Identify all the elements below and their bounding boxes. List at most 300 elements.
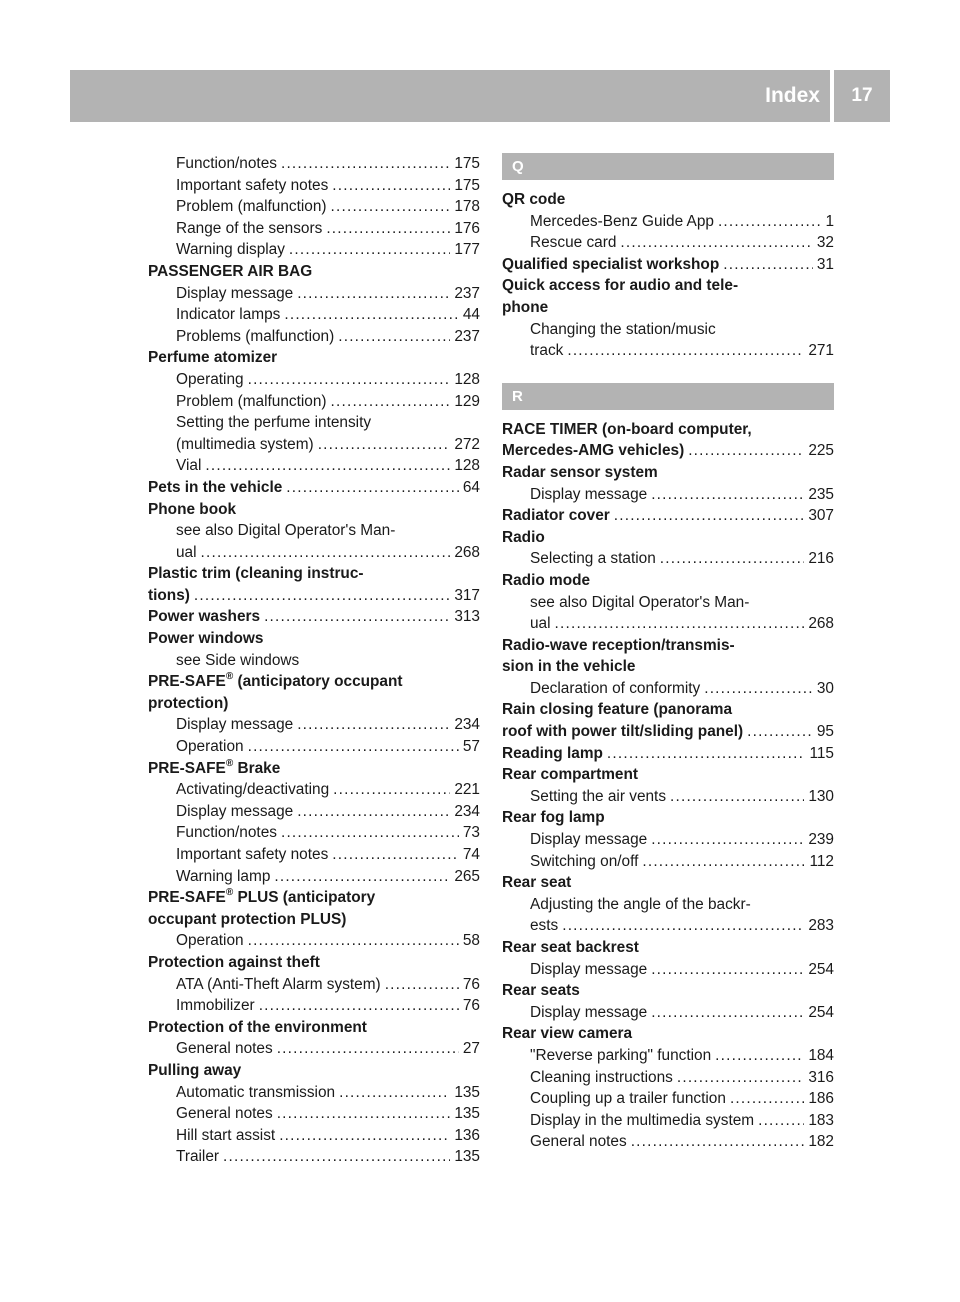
page-reference: 95 <box>816 723 834 741</box>
entry-label: Warning display <box>176 241 285 259</box>
entry-text <box>148 1017 367 1039</box>
page-reference: 313 <box>454 608 480 626</box>
entry-label: General notes <box>176 1040 273 1058</box>
index-subentry <box>502 1131 834 1153</box>
entry-text <box>176 542 197 564</box>
entry-label: Radar sensor system <box>502 463 658 481</box>
entry-label: Cleaning instructions <box>530 1068 673 1086</box>
entry-label: Power washers <box>148 608 261 626</box>
entry-text <box>148 952 320 974</box>
index-subentry <box>148 304 480 326</box>
dot-leader <box>730 1088 804 1110</box>
page-reference: 32 <box>816 234 834 252</box>
index-entry <box>502 807 834 829</box>
entry-label: (multimedia system) <box>176 435 314 453</box>
entry-text <box>176 714 293 736</box>
page-reference: 175 <box>454 155 480 172</box>
entry-label: Important safety notes <box>176 846 329 863</box>
page-reference: 186 <box>808 1090 834 1108</box>
entry-text <box>176 175 328 197</box>
dot-leader <box>248 736 459 758</box>
dot-leader <box>205 455 450 477</box>
entry-text <box>176 801 293 823</box>
entry-text <box>530 1002 647 1024</box>
page-reference: 176 <box>454 219 480 237</box>
dot-leader <box>688 440 804 462</box>
index-subentry <box>502 915 834 937</box>
dot-leader <box>223 1146 450 1168</box>
entry-label: Rear compartment <box>502 766 638 784</box>
index-subentry <box>148 1146 480 1168</box>
index-entry <box>502 254 834 276</box>
header-section-label: Index <box>700 70 830 122</box>
index-subentry <box>502 319 834 341</box>
entry-text <box>530 592 749 614</box>
entry-label: see Side windows <box>176 651 300 669</box>
entry-label: Automatic transmission <box>176 1083 336 1101</box>
index-column-left <box>148 153 480 1168</box>
dot-leader <box>651 959 804 981</box>
entry-label: Range of the sensors <box>176 219 323 237</box>
entry-label: see also Digital Operator's Man- <box>530 593 750 611</box>
index-subentry <box>502 1002 834 1024</box>
index-subentry <box>148 175 480 197</box>
entry-text <box>502 699 732 721</box>
entry-label: Display in the multimedia system <box>530 1111 755 1129</box>
index-subentry <box>148 153 480 175</box>
page-reference: 128 <box>454 370 480 388</box>
dot-leader <box>297 283 450 305</box>
entry-text <box>176 196 327 218</box>
index-subentry <box>148 650 480 672</box>
page-reference: 129 <box>454 392 480 410</box>
entry-text <box>148 477 282 499</box>
dot-leader <box>297 801 450 823</box>
section-spacer <box>502 362 834 383</box>
dot-leader <box>385 974 459 996</box>
entry-label: Changing the station/music <box>530 320 716 338</box>
index-subentry <box>502 211 834 233</box>
index-subentry <box>502 1067 834 1089</box>
index-subentry <box>148 369 480 391</box>
entry-text <box>176 844 328 866</box>
index-entry <box>148 671 480 693</box>
dot-leader <box>286 477 459 499</box>
index-entry <box>502 275 834 297</box>
dot-leader <box>670 786 804 808</box>
page-reference: 58 <box>462 932 480 950</box>
page-reference: 272 <box>454 435 480 453</box>
entry-text <box>176 822 277 844</box>
index-subentry <box>502 786 834 808</box>
entry-label: "Reverse parking" function <box>530 1046 712 1064</box>
entry-label: Power windows <box>148 630 264 648</box>
page-reference: 31 <box>816 255 834 273</box>
entry-label: Reading lamp <box>502 744 603 762</box>
entry-label: Coupling up a trailer function <box>530 1090 726 1108</box>
entry-label: Plastic trim (cleaning instruc- <box>148 565 364 583</box>
index-subentry <box>148 391 480 413</box>
page-reference: 221 <box>454 781 480 799</box>
entry-text <box>148 671 403 693</box>
entry-label: ests <box>530 917 559 935</box>
entry-label: Radio mode <box>502 571 591 589</box>
index-subentry <box>502 678 834 700</box>
entry-label: Perfume atomizer <box>148 349 278 367</box>
entry-text <box>502 570 590 592</box>
page-reference: 136 <box>454 1126 480 1144</box>
entry-label: Rear seats <box>502 982 580 1000</box>
entry-text <box>148 585 190 607</box>
entry-label: phone <box>502 298 549 316</box>
page-reference: 268 <box>454 543 480 561</box>
entry-text <box>176 1125 275 1147</box>
entry-text <box>502 419 752 441</box>
entry-text <box>176 1082 335 1104</box>
registered-mark: ® <box>225 671 234 683</box>
dot-leader <box>333 779 450 801</box>
dot-leader <box>289 239 450 261</box>
index-subentry <box>502 1045 834 1067</box>
entry-label: Rear seat backrest <box>502 939 639 956</box>
entry-text <box>530 340 563 362</box>
page-reference: 254 <box>808 1003 834 1021</box>
dot-leader <box>642 851 805 873</box>
entry-text <box>530 1067 673 1089</box>
entry-text <box>530 894 751 916</box>
page-reference: 235 <box>808 485 834 503</box>
index-entry <box>148 563 480 585</box>
dot-leader <box>620 232 812 254</box>
entry-text <box>148 909 346 931</box>
entry-label-rest: PLUS (anticipatory <box>233 889 376 907</box>
index-subentry <box>148 1103 480 1125</box>
page-reference: 44 <box>462 306 480 324</box>
page-reference: 135 <box>454 1105 480 1123</box>
entry-label: Display message <box>530 485 648 503</box>
index-subentry <box>148 520 480 542</box>
page-reference: 307 <box>808 507 834 525</box>
registered-mark: ® <box>225 757 234 769</box>
entry-text <box>148 499 236 521</box>
entry-label: Warning lamp <box>176 867 271 885</box>
header-bar-fill <box>70 70 700 122</box>
entry-label: tions) <box>148 586 190 604</box>
entry-text <box>502 297 548 319</box>
dot-leader <box>194 585 450 607</box>
entry-text <box>176 283 293 305</box>
entry-label: Adjusting the angle of the backr- <box>530 895 751 913</box>
entry-label: occupant protection PLUS) <box>148 910 347 928</box>
dot-leader <box>331 391 451 413</box>
entry-label: Radio-wave reception/transmis- <box>502 636 735 654</box>
entry-label: QR code <box>502 191 566 208</box>
entry-label: General notes <box>530 1133 627 1151</box>
index-entry <box>148 261 480 283</box>
entry-label: Function/notes <box>176 824 277 842</box>
page-reference: 225 <box>808 442 834 460</box>
dot-leader <box>248 369 451 391</box>
index-column-right <box>502 153 834 1153</box>
entry-label: General notes <box>176 1105 273 1123</box>
dot-leader <box>281 153 450 175</box>
dot-leader <box>277 1103 451 1125</box>
index-subentry <box>148 196 480 218</box>
page-reference: 268 <box>808 615 834 633</box>
index-subentry <box>502 232 834 254</box>
index-entry <box>502 656 834 678</box>
index-subentry <box>148 801 480 823</box>
entry-label: sion in the vehicle <box>502 658 636 676</box>
index-subentry <box>148 239 480 261</box>
entry-label: Problems (malfunction) <box>176 327 335 345</box>
dot-leader <box>715 1045 804 1067</box>
page-reference: 115 <box>809 744 834 762</box>
entry-text <box>530 613 551 635</box>
index-subentry <box>502 1110 834 1132</box>
entry-text <box>176 369 244 391</box>
entry-text <box>530 1131 627 1153</box>
page-reference: 177 <box>454 241 480 259</box>
index-subentry <box>148 930 480 952</box>
entry-text <box>502 254 719 276</box>
index-subentry <box>148 1125 480 1147</box>
dot-leader <box>201 542 451 564</box>
page-reference: 234 <box>454 802 480 820</box>
entry-text <box>148 887 375 909</box>
entry-label: protection) <box>148 694 229 712</box>
dot-leader <box>723 254 813 276</box>
index-entry <box>502 721 834 743</box>
index-entry <box>148 628 480 650</box>
entry-label: Immobilizer <box>176 997 255 1015</box>
entry-label-rest: Brake <box>233 759 281 777</box>
dot-leader <box>339 1082 450 1104</box>
entry-label: Problem (malfunction) <box>176 392 327 410</box>
dot-leader <box>562 915 804 937</box>
index-entry <box>148 887 480 909</box>
dot-leader <box>758 1110 804 1132</box>
entry-text <box>148 261 312 283</box>
entry-text <box>176 650 299 672</box>
index-entry <box>502 743 834 765</box>
dot-leader <box>264 606 450 628</box>
entry-label: Switching on/off <box>530 852 639 870</box>
dot-leader <box>718 211 822 233</box>
entry-text <box>502 527 545 549</box>
entry-label: Rear fog lamp <box>502 809 605 827</box>
page-reference: 27 <box>462 1040 480 1058</box>
index-subentry <box>148 866 480 888</box>
entry-label: Hill start assist <box>176 1126 276 1144</box>
entry-label: PASSENGER AIR BAG <box>148 262 313 280</box>
page-reference: 130 <box>808 787 834 805</box>
page-header <box>70 70 890 122</box>
index-subentry <box>148 1038 480 1060</box>
entry-label: Problem (malfunction) <box>176 198 327 216</box>
entry-text <box>176 995 255 1017</box>
entry-text <box>176 239 285 261</box>
entry-text <box>530 1045 711 1067</box>
index-entry <box>502 527 834 549</box>
entry-text <box>176 304 280 326</box>
entry-text <box>502 1023 632 1045</box>
index-entry <box>502 872 834 894</box>
page-reference: 234 <box>454 716 480 734</box>
entry-text <box>530 851 638 873</box>
page-reference: 183 <box>808 1111 834 1129</box>
entry-text <box>530 232 616 254</box>
page-reference: 112 <box>809 852 834 870</box>
page-reference: 265 <box>454 867 480 885</box>
entry-text <box>148 347 277 369</box>
entry-text <box>530 1110 754 1132</box>
dot-leader <box>631 1131 805 1153</box>
entry-text <box>502 764 638 786</box>
entry-label: Protection against theft <box>148 953 320 971</box>
entry-text <box>176 326 334 348</box>
entry-text <box>176 1146 219 1168</box>
entry-text <box>176 520 395 542</box>
index-subentry <box>148 995 480 1017</box>
entry-text <box>502 635 735 657</box>
dot-leader <box>651 1002 804 1024</box>
dot-leader <box>274 866 450 888</box>
entry-label: Rear seat <box>502 874 572 892</box>
page-reference: 73 <box>462 824 480 842</box>
entry-text <box>502 440 684 462</box>
dot-leader <box>660 548 805 570</box>
entry-label: Mercedes-AMG vehicles) <box>502 442 685 460</box>
index-entry <box>502 570 834 592</box>
entry-text <box>176 1038 273 1060</box>
entry-text <box>530 319 716 341</box>
entry-text <box>502 656 635 678</box>
index-subentry <box>148 542 480 564</box>
page-reference: 239 <box>808 831 834 849</box>
entry-text <box>530 484 647 506</box>
index-entry <box>148 606 480 628</box>
page-reference: 30 <box>816 679 834 697</box>
entry-label: Pets in the vehicle <box>148 478 283 496</box>
entry-text <box>176 218 322 240</box>
entry-text <box>148 563 364 585</box>
entry-label: track <box>530 342 564 360</box>
page-reference: 175 <box>454 176 480 194</box>
index-entry <box>148 952 480 974</box>
dot-leader <box>326 218 450 240</box>
entry-text <box>530 959 647 981</box>
index-subentry <box>148 1082 480 1104</box>
dot-leader <box>297 714 450 736</box>
entry-text <box>148 628 263 650</box>
entry-label: roof with power tilt/sliding panel) <box>502 723 744 741</box>
index-entry <box>502 440 834 462</box>
entry-text <box>176 974 381 996</box>
entry-text <box>176 455 201 477</box>
entry-text <box>502 721 743 743</box>
dot-leader <box>281 822 459 844</box>
entry-text <box>530 211 714 233</box>
entry-label: Display message <box>176 802 294 820</box>
index-subentry <box>148 434 480 456</box>
index-entry <box>148 477 480 499</box>
index-entry <box>148 499 480 521</box>
entry-label: Indicator lamps <box>176 306 281 324</box>
index-entry <box>502 1023 834 1045</box>
index-subentry <box>502 959 834 981</box>
index-subentry <box>148 974 480 996</box>
entry-text <box>176 1103 273 1125</box>
index-entry <box>148 909 480 931</box>
entry-label: Operating <box>176 370 244 388</box>
entry-label: Rescue card <box>530 234 617 252</box>
entry-text <box>530 548 656 570</box>
index-subentry <box>502 851 834 873</box>
entry-text <box>148 693 228 715</box>
index-subentry <box>148 455 480 477</box>
dot-leader <box>331 196 451 218</box>
entry-label: Operation <box>176 738 244 756</box>
page-reference: 76 <box>462 997 480 1015</box>
entry-label: ual <box>530 615 551 633</box>
entry-label: Display message <box>530 831 648 849</box>
index-entry <box>502 505 834 527</box>
index-entry <box>502 699 834 721</box>
dot-leader <box>284 304 459 326</box>
dot-leader <box>555 613 805 635</box>
page-reference: 64 <box>462 478 480 496</box>
entry-label: Rain closing feature (panorama <box>502 701 733 719</box>
index-subentry <box>502 1088 834 1110</box>
page-reference: 1 <box>825 212 834 230</box>
entry-label: Important safety notes <box>176 176 329 194</box>
page-reference: 135 <box>454 1148 480 1166</box>
index-subentry <box>502 894 834 916</box>
header-page-number: 17 <box>834 70 890 122</box>
entry-label: Operation <box>176 932 244 950</box>
entry-label: Display message <box>530 1003 648 1021</box>
index-subentry <box>148 844 480 866</box>
dot-leader <box>651 484 804 506</box>
dot-leader <box>279 1125 450 1147</box>
section-letter-header: Q <box>502 153 834 180</box>
entry-label: Function/notes <box>176 155 277 172</box>
page-reference: 271 <box>808 342 834 360</box>
page-reference: 237 <box>454 327 480 345</box>
index-subentry <box>148 218 480 240</box>
entry-text <box>502 980 580 1002</box>
entry-label: see also Digital Operator's Man- <box>176 522 396 540</box>
index-entry <box>148 693 480 715</box>
entry-label: Display message <box>176 284 294 302</box>
entry-label: ual <box>176 543 197 561</box>
page-reference: 216 <box>808 550 834 568</box>
entry-label: Trailer <box>176 1148 220 1166</box>
entry-label: PRE-SAFE <box>148 759 226 777</box>
page-reference: 283 <box>808 917 834 935</box>
dot-leader <box>607 743 806 765</box>
entry-text <box>176 434 314 456</box>
entry-text <box>176 736 244 758</box>
section-letter-header: R <box>502 383 834 410</box>
dot-leader <box>677 1067 804 1089</box>
index-subentry <box>148 822 480 844</box>
entry-text <box>176 930 244 952</box>
index-entry <box>502 764 834 786</box>
entry-text <box>176 412 371 434</box>
dot-leader <box>318 434 451 456</box>
